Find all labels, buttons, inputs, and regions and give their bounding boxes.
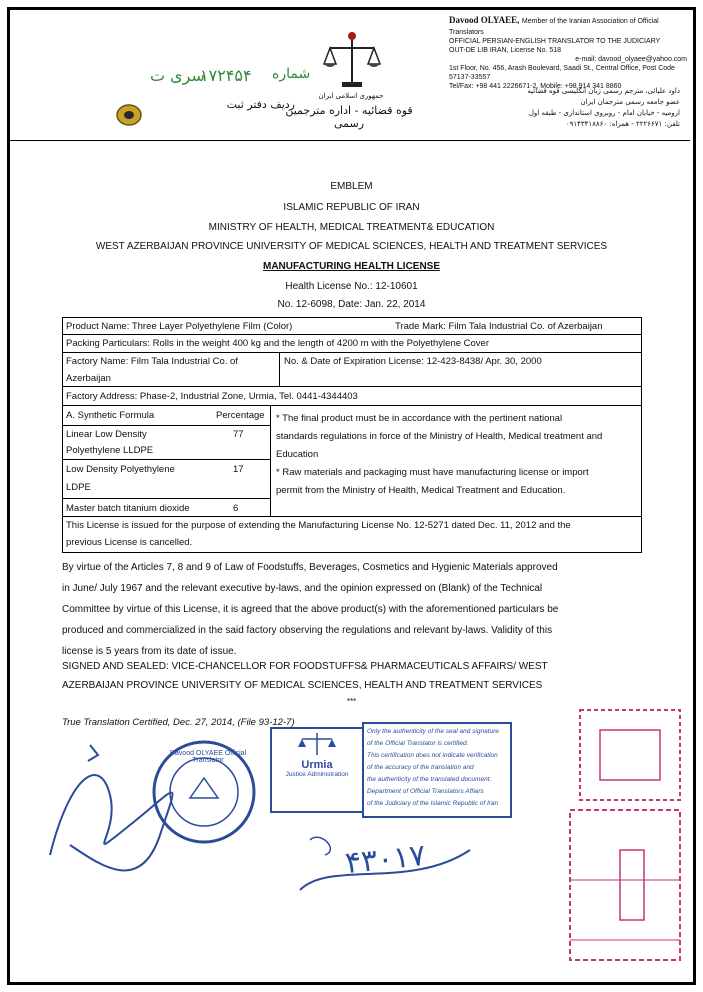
persian-line-3: ارومیه - خیابان امام - روبروی استانداری - طبقه اول (528, 109, 680, 117)
body-line-4: produced and commercialized in the said factory observing the regulations and relevant by-laws. Validity of this (62, 625, 553, 636)
translator-desc: Member of the Iranian Association of Official Translators (449, 18, 659, 36)
note-line-1: * The final product must be in accordance with the pertinent national (276, 413, 563, 424)
persian-line-2: عضو جامعه رسمی مترجمان ایران (580, 98, 680, 106)
factory-name-line2: Azerbaijan (66, 373, 111, 384)
body-line-5: license is 5 years from its date of issue. (62, 646, 237, 657)
signature-scribble (40, 735, 190, 875)
formula-row-1-name: Linear Low Density (66, 429, 147, 440)
col-divider (279, 352, 280, 386)
authenticity-stamp (362, 722, 512, 818)
register-label: ردیف دفتر ثبت (226, 98, 295, 111)
expiration-license: No. & Date of Expiration License: 12-423-8438/ Apr. 30, 2000 (284, 356, 542, 367)
urmia-subtitle: Justice Administration (285, 771, 349, 778)
license-title: MANUFACTURING HEALTH LICENSE (262, 261, 441, 272)
persian-line-4: تلفن: ۲۲۲۶۶۷۱ - همراه: ۰۹۱۴۳۴۱۸۸۶۰ (565, 120, 680, 128)
certified-translation: True Translation Certified, Dec. 27, 2014, (File 93-12-7) (62, 717, 295, 728)
translator-line3: OUT-DE LIB IRAN, License No. 518 (449, 47, 562, 54)
row-divider (62, 498, 270, 499)
issued-line-2: previous License is cancelled. (66, 537, 193, 548)
handwritten-number: ۴۳۰۱۷ (343, 837, 428, 882)
row-divider (62, 405, 642, 406)
serial-number: ۱۷۲۴۵۴ (200, 66, 252, 85)
row-divider (62, 459, 270, 460)
translator-email: e-mail: davood_olyaee@yahoo.com (575, 56, 687, 63)
body-line-3: Committee by virtue of this License, it is agreed that the above product(s) with the aforementioned particulars be (62, 604, 559, 615)
judiciary-emblem-icon (322, 30, 382, 92)
translator-block (449, 15, 687, 91)
factory-address: Factory Address: Phase-2, Industrial Zone, Urmia, Tel. 0441-4344403 (66, 391, 358, 402)
translator-address: 1st Floor, No. 456, Arash Boulevard, Saadi St., Central Office, Post Code 57137-33557 (449, 65, 675, 81)
row-divider (62, 352, 642, 353)
row-divider (62, 386, 642, 387)
title-line-republic: ISLAMIC REPUBLIC OF IRAN (283, 202, 420, 213)
formula-row-2-name2: LDPE (66, 482, 91, 493)
factory-name-line1: Factory Name: Film Tala Industrial Co. of (66, 356, 238, 367)
row-divider (62, 334, 642, 335)
formula-row-1-name2: Polyethylene LLDPE (66, 445, 154, 456)
formula-header: A. Synthetic Formula (66, 410, 155, 421)
auth-line-5: the authenticity of the translated document. (367, 776, 492, 783)
translator-tel: Tel/Fax: +98 441 2226671-2, Mobile: +98 914 341 8860 (449, 83, 622, 90)
note-line-3: Education (276, 449, 319, 460)
col-divider (270, 405, 271, 516)
auth-line-7: of the Judiciary of the Islamic Republic of Iran (367, 800, 499, 807)
serial-label: سری ت (150, 66, 205, 85)
packing-particulars: Packing Particulars: Rolls in the weight 400 kg and the length of 4200 m with the Polyethylene Cover (66, 338, 489, 349)
auth-line-4: of the accuracy of the translation and (367, 764, 474, 771)
title-line-university: WEST AZERBAIJAN PROVINCE UNIVERSITY OF MEDICAL SCIENCES, HEALTH AND TREATMENT SERVICES (95, 241, 608, 252)
issued-line-1: This License is issued for the purpose of extending the Manufacturing License No. 12-5271 dated Dec. 11, 2012 and the (66, 520, 571, 531)
org-persian-2: قوه قضائیه - اداره مترجمین رسمی (285, 104, 413, 130)
notes-block (276, 410, 636, 500)
translator-line2: OFFICIAL PERSIAN-ENGLISH TRANSLATOR TO THE JUDICIARY (449, 38, 661, 45)
translator-name: Davood OLYAEE, (449, 15, 520, 25)
note-line-4: * Raw materials and packaging must have manufacturing license or import (276, 467, 589, 478)
grommet-icon (116, 104, 142, 126)
formula-row-1-pct: 77 (233, 429, 244, 440)
auth-line-1: Only the authenticity of the seal and signature (367, 728, 499, 735)
translator-seal-text: Davood OLYAEE Official Translator (169, 750, 247, 764)
persian-line-1: داود علیائی، مترجم رسمی زبان انگلیسی قوه قضائیه (527, 87, 680, 95)
auth-line-6: Department of Official Translators Affairs (367, 788, 484, 795)
trade-mark: Trade Mark: Film Tala Industrial Co. of Azerbaijan (395, 321, 603, 332)
signed-line-2: AZERBAIJAN PROVINCE UNIVERSITY OF MEDICAL SCIENCES, HEALTH AND TREATMENT SERVICES (62, 680, 543, 691)
formula-row-2-name: Low Density Polyethylene (66, 464, 175, 475)
signed-line-1: SIGNED AND SEALED: VICE-CHANCELLOR FOR FOODSTUFFS& PHARMACEUTICALS AFFAIRS/ WEST (62, 661, 548, 672)
formula-row-3-name: Master batch titanium dioxide (66, 503, 190, 514)
translator-persian-block (432, 86, 680, 130)
auth-line-2: of the Official Translator is certified. (367, 740, 469, 747)
urmia-justice-stamp (270, 727, 364, 813)
asterisks: *** (346, 697, 357, 706)
header-divider (10, 140, 690, 141)
fiscal-stamp (560, 700, 688, 970)
percentage-header: Percentage (216, 410, 265, 421)
row-divider (62, 425, 270, 426)
auth-line-3: This certification does not indicate verification (367, 752, 498, 759)
title-line-emblem: EMBLEM (330, 181, 373, 192)
note-line-5: permit from the Ministry of Health, Medical Treatment and Education. (276, 485, 566, 496)
handwritten-scribble (290, 820, 480, 900)
body-paragraph (62, 557, 640, 662)
urmia-title: Urmia (301, 759, 333, 771)
title-line-ministry: MINISTRY OF HEALTH, MEDICAL TREATMENT& EDUCATION (208, 222, 495, 233)
body-line-2: in June/ July 1967 and the relevant executive by-laws, and the opinion expressed on (Blank) of the Technical (62, 583, 543, 594)
number-label: شماره (272, 66, 311, 82)
formula-row-2-pct: 17 (233, 464, 244, 475)
product-name: Product Name: Three Layer Polyethylene Film (Color) (66, 321, 293, 332)
license-number: Health License No.: 12-10601 (285, 281, 418, 292)
license-date: No. 12-6098, Date: Jan. 22, 2014 (277, 299, 426, 310)
body-line-1: By virtue of the Articles 7, 8 and 9 of Law of Foodstuffs, Beverages, Cosmetics and Hygienic Materials approved (62, 562, 558, 573)
formula-row-3-pct: 6 (233, 503, 239, 514)
org-persian-1: جمهوری اسلامی ایران (318, 92, 384, 100)
row-divider (62, 516, 642, 517)
note-line-2: standards regulations in force of the Ministry of Health, Medical treatment and (276, 431, 603, 442)
